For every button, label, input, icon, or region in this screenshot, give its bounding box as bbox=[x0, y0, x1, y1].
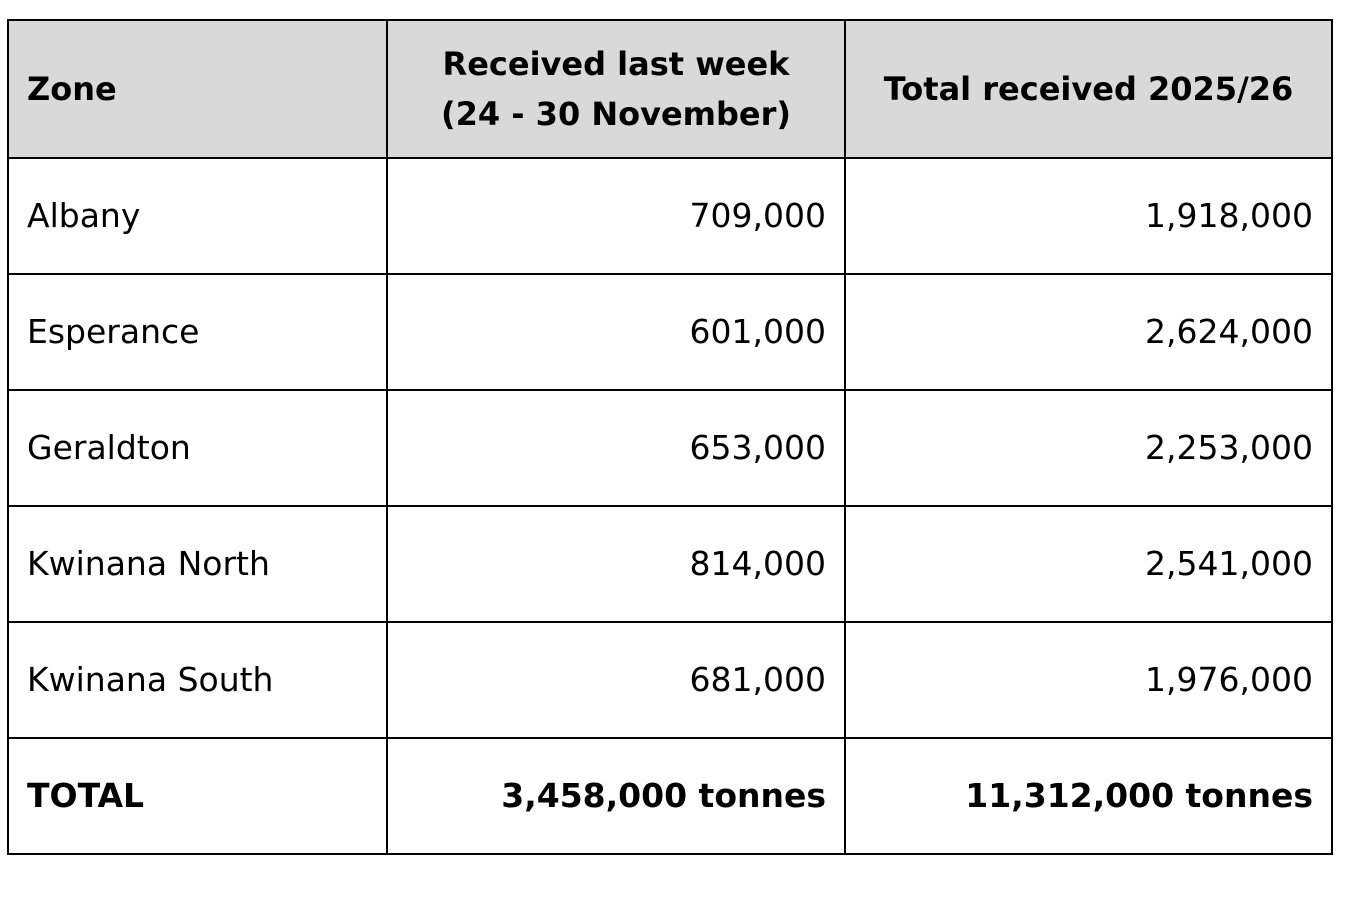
last-week-cell: 709,000 bbox=[387, 158, 845, 274]
total-cell: 1,976,000 bbox=[845, 622, 1332, 738]
table-row bbox=[8, 390, 1332, 506]
zone-cell: Kwinana North bbox=[8, 506, 387, 622]
last-week-cell: 601,000 bbox=[387, 274, 845, 390]
header-total-received: Total received 2025/26 bbox=[845, 20, 1332, 158]
last-week-cell: 653,000 bbox=[387, 390, 845, 506]
header-zone: Zone bbox=[8, 20, 387, 158]
header-received-last-week bbox=[387, 20, 845, 158]
total-row bbox=[8, 738, 1332, 854]
table-body bbox=[8, 158, 1332, 854]
total-label-cell: TOTAL bbox=[8, 738, 387, 854]
last-week-cell: 814,000 bbox=[387, 506, 845, 622]
total-cell: 1,918,000 bbox=[845, 158, 1332, 274]
last-week-cell: 681,000 bbox=[387, 622, 845, 738]
zone-cell: Kwinana South bbox=[8, 622, 387, 738]
total-cell: 2,253,000 bbox=[845, 390, 1332, 506]
header-received-last-week-line1: Received last week bbox=[442, 45, 790, 83]
zone-cell: Albany bbox=[8, 158, 387, 274]
total-cell: 2,624,000 bbox=[845, 274, 1332, 390]
total-cell: 2,541,000 bbox=[845, 506, 1332, 622]
grain-receivals-table bbox=[7, 19, 1333, 855]
total-season-cell: 11,312,000 tonnes bbox=[845, 738, 1332, 854]
zone-cell: Esperance bbox=[8, 274, 387, 390]
table-row bbox=[8, 158, 1332, 274]
total-last-week-cell: 3,458,000 tonnes bbox=[387, 738, 845, 854]
zone-cell: Geraldton bbox=[8, 390, 387, 506]
table-row bbox=[8, 622, 1332, 738]
header-received-last-week-line2: (24 - 30 November) bbox=[440, 95, 792, 133]
table-row bbox=[8, 274, 1332, 390]
table-row bbox=[8, 506, 1332, 622]
header-row bbox=[8, 20, 1332, 158]
table-header bbox=[8, 20, 1332, 158]
